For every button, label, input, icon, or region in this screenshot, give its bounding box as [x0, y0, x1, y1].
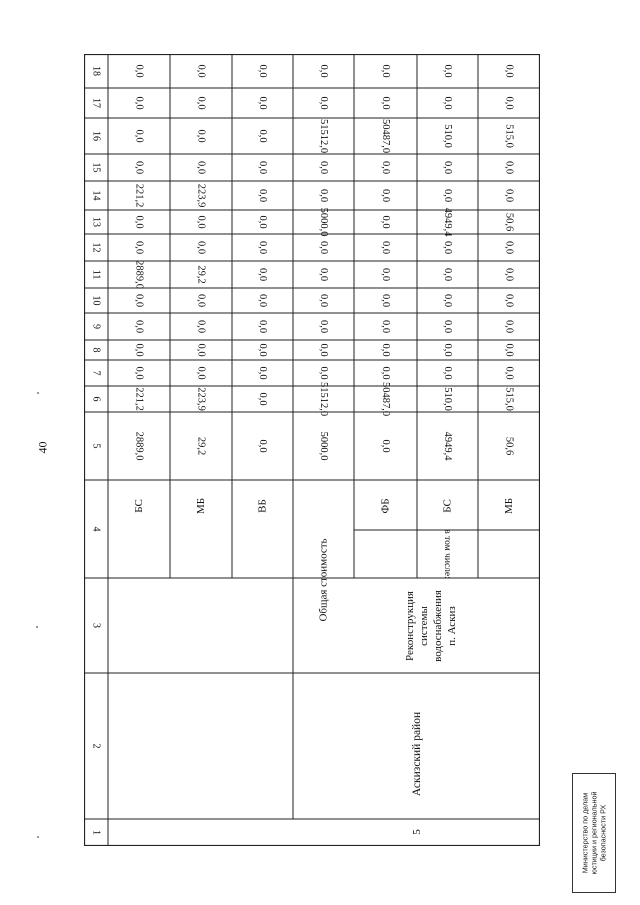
column-number: 13: [90, 217, 102, 227]
value-cell: 0,0: [195, 96, 207, 110]
value-cell: 0,0: [133, 366, 145, 380]
column-number: 7: [90, 370, 102, 376]
project-name: п. Аскиз: [446, 606, 458, 646]
stamp-line-2: юстиции и региональной: [589, 791, 599, 875]
value-cell: 0,0: [318, 64, 329, 78]
column-number: 9: [90, 324, 102, 329]
value-cell: 0,0: [318, 293, 329, 308]
value-cell: 0,0: [195, 319, 207, 334]
funding-source-label: БС: [133, 499, 145, 513]
value-cell: 0,0: [318, 319, 329, 334]
column-number: 17: [90, 98, 102, 108]
value-cell: 0,0: [503, 319, 515, 334]
column-number: 5: [90, 443, 102, 449]
value-cell: 0,0: [503, 343, 515, 357]
value-cell: 29,2: [195, 265, 207, 284]
value-cell: 0,0: [503, 240, 515, 255]
value-cell: 5000,0: [318, 431, 329, 461]
column-number: 8: [90, 347, 102, 353]
value-cell: 0,0: [195, 129, 207, 143]
value-cell: 0,0: [257, 240, 268, 255]
value-cell: 50487,0: [380, 118, 391, 154]
column-number: 10: [90, 295, 102, 306]
value-cell: 510,0: [442, 124, 453, 148]
column-number: 4: [90, 526, 102, 532]
project-name: водоснабжения: [432, 590, 444, 662]
value-cell: 0,0: [195, 366, 207, 380]
value-cell: 0,0: [503, 188, 515, 203]
value-cell: 221,2: [133, 387, 145, 411]
value-cell: 0,0: [380, 96, 391, 110]
value-cell: 0,0: [195, 215, 207, 229]
scan-speck: [37, 836, 39, 838]
value-cell: 0,0: [318, 160, 329, 175]
value-cell: 0,0: [380, 64, 391, 78]
value-cell: 2889,0: [133, 431, 145, 461]
value-cell: 0,0: [257, 188, 268, 203]
value-cell: 0,0: [442, 240, 453, 255]
value-cell: 0,0: [380, 366, 391, 380]
column-number: 3: [90, 623, 102, 628]
value-cell: 0,0: [380, 343, 391, 357]
value-cell: 5000,0: [318, 207, 329, 237]
value-cell: 221,2: [133, 183, 145, 208]
column-number: 14: [90, 190, 102, 201]
column-number: 12: [90, 242, 102, 253]
financing-table: [84, 54, 540, 846]
funding-source-label: МБ: [503, 497, 515, 515]
value-cell: 0,0: [318, 267, 329, 282]
value-cell: 0,0: [380, 215, 391, 229]
value-cell: 0,0: [257, 215, 268, 229]
value-cell: 0,0: [195, 343, 207, 357]
value-cell: 0,0: [318, 343, 329, 357]
value-cell: 0,0: [195, 160, 207, 175]
value-cell: 0,0: [318, 96, 329, 110]
value-cell: 515,0: [503, 124, 515, 148]
value-cell: 0,0: [257, 129, 268, 143]
value-cell: 50,6: [503, 436, 515, 456]
value-cell: 2889,0: [133, 260, 145, 289]
total-cost-label: Общая стоимость: [317, 538, 330, 622]
value-cell: 0,0: [257, 366, 268, 380]
stamp-line-3: безопасности РХ: [598, 804, 608, 862]
value-cell: 0,0: [503, 160, 515, 175]
value-cell: 510,0: [442, 387, 453, 411]
scan-speck: [37, 392, 39, 394]
value-cell: 0,0: [195, 240, 207, 255]
table-grid: [84, 54, 540, 846]
value-cell: 0,0: [133, 160, 145, 175]
value-cell: 0,0: [442, 64, 453, 78]
value-cell: 223,9: [195, 387, 207, 411]
value-cell: 0,0: [442, 188, 453, 203]
value-cell: 0,0: [380, 188, 391, 203]
value-cell: 0,0: [380, 240, 391, 255]
value-cell: 0,0: [195, 293, 207, 308]
value-cell: 0,0: [503, 366, 515, 380]
column-number: 1: [90, 830, 102, 835]
value-cell: 0,0: [503, 293, 515, 308]
value-cell: 0,0: [257, 96, 268, 110]
value-cell: 0,0: [318, 188, 329, 203]
value-cell: 0,0: [442, 319, 453, 334]
funding-source-label: БС: [441, 499, 454, 513]
value-cell: 0,0: [442, 293, 453, 308]
value-cell: 223,9: [195, 183, 207, 208]
value-cell: 0,0: [133, 96, 145, 110]
row-number: 5: [411, 829, 423, 835]
value-cell: 0,0: [133, 215, 145, 229]
value-cell: 0,0: [380, 439, 391, 453]
value-cell: 0,0: [133, 129, 145, 143]
column-number: 15: [90, 162, 102, 173]
value-cell: 51512,0: [318, 381, 329, 417]
value-cell: 0,0: [503, 64, 515, 78]
value-cell: 0,0: [133, 319, 145, 334]
column-number: 6: [90, 396, 102, 402]
value-cell: 0,0: [442, 96, 453, 110]
page-number: 40: [35, 441, 50, 454]
value-cell: 0,0: [257, 343, 268, 357]
project-name: системы: [418, 606, 430, 646]
value-cell: 0,0: [380, 319, 391, 334]
column-number: 2: [90, 743, 102, 749]
scan-speck: [36, 626, 38, 628]
value-cell: 0,0: [442, 366, 453, 380]
value-cell: 0,0: [442, 160, 453, 175]
value-cell: 0,0: [442, 267, 453, 282]
funding-source-label: ФБ: [379, 498, 392, 514]
district-name: Аскизский район: [411, 711, 423, 797]
stamp-text: [581, 777, 608, 889]
ministry-stamp: [572, 773, 616, 893]
value-cell: 0,0: [133, 240, 145, 255]
value-cell: 4949,4: [442, 207, 453, 237]
value-cell: 0,0: [195, 64, 207, 78]
value-cell: 0,0: [133, 343, 145, 357]
value-cell: 50487,0: [380, 381, 391, 417]
value-cell: 0,0: [380, 293, 391, 308]
funding-source-label: ВБ: [256, 499, 269, 513]
value-cell: 0,0: [257, 160, 268, 175]
value-cell: 0,0: [133, 64, 145, 78]
value-cell: 0,0: [257, 439, 268, 453]
column-number: 11: [90, 269, 102, 280]
column-number: 18: [90, 66, 102, 76]
table-frame: [85, 55, 540, 846]
value-cell: 0,0: [503, 267, 515, 282]
value-cell: 0,0: [257, 319, 268, 334]
value-cell: 29,2: [195, 436, 207, 456]
stamp-line-1: Министерство по делам: [580, 792, 590, 874]
value-cell: 515,0: [503, 387, 515, 411]
value-cell: 0,0: [318, 366, 329, 380]
value-cell: 4949,4: [442, 431, 453, 461]
column-number: 16: [90, 131, 102, 141]
value-cell: 0,0: [257, 64, 268, 78]
value-cell: 0,0: [133, 293, 145, 308]
funding-source-label: МБ: [195, 497, 207, 515]
value-cell: 0,0: [257, 293, 268, 308]
value-cell: 0,0: [442, 343, 453, 357]
value-cell: 51512,0: [318, 118, 329, 154]
value-cell: 0,0: [257, 392, 268, 406]
value-cell: 0,0: [257, 267, 268, 282]
project-name: Реконструкция: [404, 591, 416, 661]
value-cell: 0,0: [380, 160, 391, 175]
value-cell: 0,0: [318, 240, 329, 255]
value-cell: 50,6: [503, 212, 515, 232]
value-cell: 0,0: [380, 267, 391, 282]
including-label: в том числе:: [442, 529, 452, 579]
value-cell: 0,0: [503, 96, 515, 110]
